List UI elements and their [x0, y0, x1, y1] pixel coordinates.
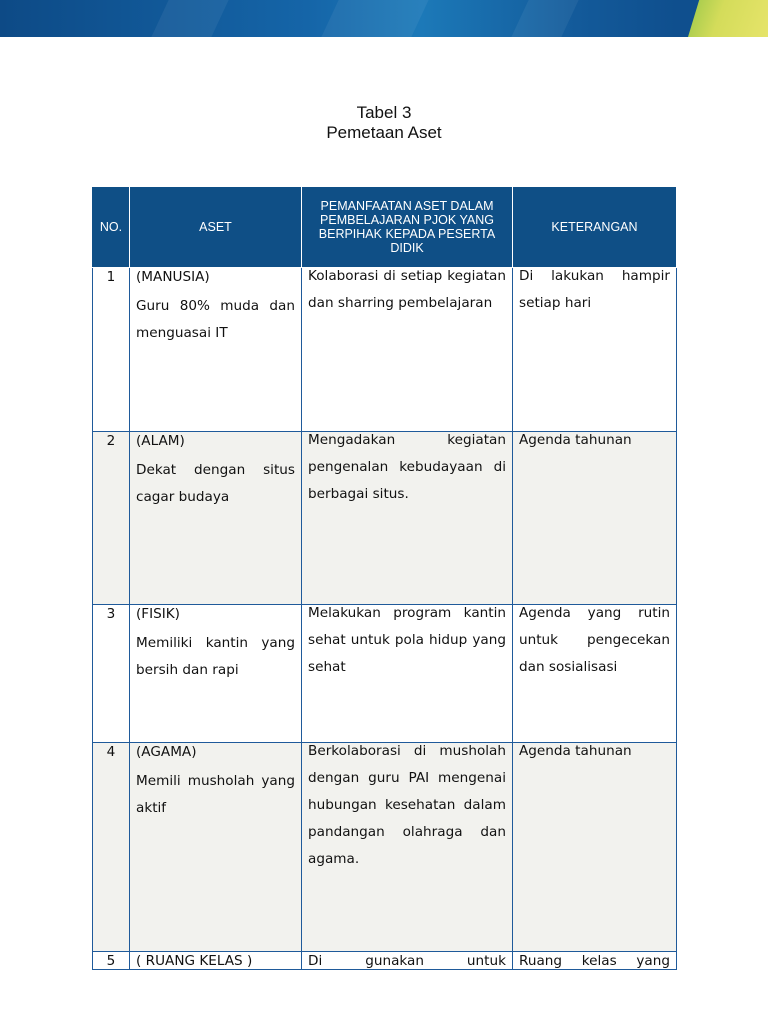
row-number: 4 — [93, 743, 130, 952]
note-text: Di lakukan hampir setiap hari — [519, 268, 670, 311]
asset-category: (ALAM) — [136, 433, 185, 449]
banner-accent — [688, 0, 768, 37]
asset-cell — [130, 605, 302, 743]
note-text: Agenda tahunan — [519, 432, 632, 448]
row-number: 1 — [93, 268, 130, 432]
header-no: NO. — [93, 187, 130, 268]
asset-category: (FISIK) — [136, 606, 180, 622]
note-cell — [513, 268, 677, 432]
header-aset: ASET — [130, 187, 302, 268]
asset-category: (AGAMA) — [136, 744, 197, 760]
header-pemanfaatan: PEMANFAATAN ASET DALAM PEMBELAJARAN PJOK YANG BERPIHAK KEPADA PESERTA DIDIK — [302, 187, 513, 268]
table-row — [93, 605, 677, 743]
banner-stripe — [151, 0, 228, 37]
usage-cell — [302, 605, 513, 743]
banner-stripe — [321, 0, 428, 37]
row-number: 2 — [93, 432, 130, 605]
note-cell — [513, 743, 677, 952]
header-keterangan: KETERANGAN — [513, 187, 677, 268]
banner-stripe — [511, 0, 578, 37]
table-header-row — [93, 187, 677, 268]
usage-cell — [302, 743, 513, 952]
table-title: Pemetaan Aset — [326, 123, 442, 142]
table-row — [93, 268, 677, 432]
note-cell — [513, 432, 677, 605]
header-banner — [0, 0, 768, 37]
note-cell — [513, 952, 677, 970]
usage-text: Berkolaborasi di musholah dengan guru PAI mengenai hubungan kesehatan dalam pandangan olahraga dan agama. — [308, 743, 506, 867]
note-text: Agenda tahunan — [519, 743, 632, 759]
asset-category: (MANUSIA) — [136, 269, 210, 285]
usage-text: Melakukan program kantin sehat untuk pola hidup yang sehat — [308, 605, 506, 675]
asset-cell — [130, 952, 302, 970]
asset-cell — [130, 432, 302, 605]
table-row — [93, 952, 677, 970]
table-row — [93, 743, 677, 952]
asset-cell — [130, 268, 302, 432]
asset-description: Guru 80% muda dan menguasai IT — [136, 298, 295, 341]
note-text: Ruang kelas yang — [519, 953, 670, 969]
usage-text: Di gunakan untuk — [308, 953, 506, 969]
asset-cell — [130, 743, 302, 952]
note-text: Agenda yang rutin untuk pengecekan dan sosialisasi — [519, 605, 670, 675]
asset-category: ( RUANG KELAS ) — [136, 953, 253, 969]
usage-cell — [302, 952, 513, 970]
usage-cell — [302, 268, 513, 432]
table-number: Tabel 3 — [356, 103, 412, 122]
table-row — [93, 432, 677, 605]
row-number: 3 — [93, 605, 130, 743]
asset-description: Memiliki kantin yang bersih dan rapi — [136, 635, 295, 678]
usage-text: Mengadakan kegiatan pengenalan kebudayaan di berbagai situs. — [308, 432, 506, 502]
usage-text: Kolaborasi di setiap kegiatan dan sharring pembelajaran — [308, 268, 506, 311]
usage-cell — [302, 432, 513, 605]
note-cell — [513, 605, 677, 743]
asset-description: Memili musholah yang aktif — [136, 773, 295, 816]
row-number: 5 — [93, 952, 130, 970]
asset-description: Dekat dengan situs cagar budaya — [136, 462, 295, 505]
asset-mapping-table — [92, 186, 677, 970]
